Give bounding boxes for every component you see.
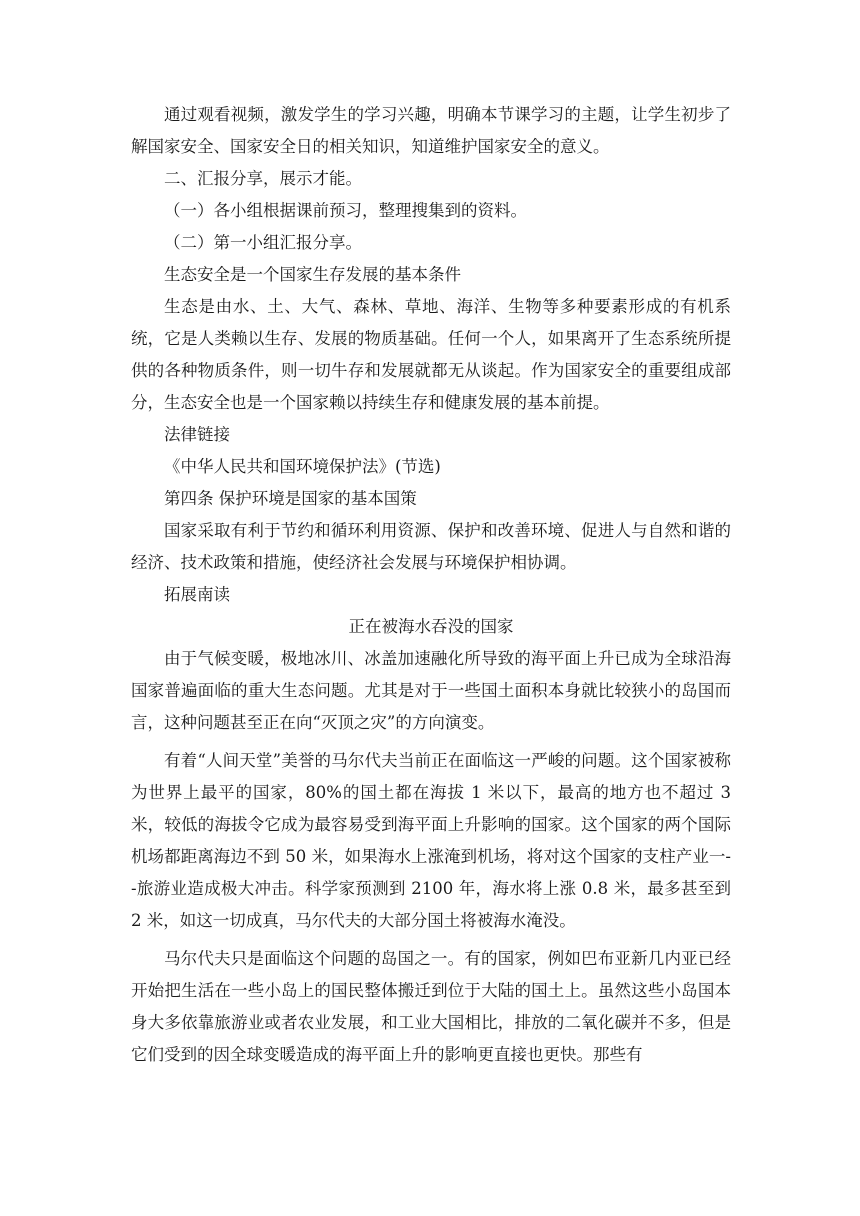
law-title: 《中华人民共和国环境保护法》(节选) (164, 457, 441, 476)
law-article-title: 第四条 保护环境是国家的基本国策 (164, 489, 417, 508)
law-article-body: 国家采取有利于节约和循环利用资源、保护和改善环境、促进人与自然和谐的经济、技术政策和措施，使经济社会发展与环境保护相协调。 (131, 521, 731, 572)
step-two-text: （二）第一小组汇报分享。 (164, 233, 362, 252)
section-heading-report: 二、汇报分享，展示才能。 (164, 169, 362, 188)
article-paragraph-1: 由于气候变暖，极地冰川、冰盖加速融化所导致的海平面上升已成为全球沿海国家普遍面临的重大生态问题。尤其是对于一些国土面积本身就比较狭小的岛国而言，这种问题甚至正在向“灭顶之灾”的方向演变。 (131, 649, 731, 732)
extended-reading-heading: 拓展南读 (164, 585, 230, 604)
ecology-heading: 生态安全是一个国家生存发展的基本条件 (164, 265, 461, 284)
law-link-heading: 法律链接 (164, 425, 230, 444)
article-title: 正在被海水吞没的国家 (348, 617, 514, 636)
document-body (131, 99, 731, 1071)
article-paragraph-3: 马尔代夫只是面临这个问题的岛国之一。有的国家，例如巴布亚新几内亚已经开始把生活在一些小岛上的国民整体搬迁到位于大陆的国土上。虽然这些小岛国本身大多依靠旅游业或者农业发展，和工业大国相比，排放的二氧化碳并不多，但是它们受到的因全球变暖造成的海平面上升的影响更直接也更快。那些有 (131, 949, 731, 1064)
step-one-text: （一）各小组根据课前预习，整理搜集到的资料。 (164, 201, 527, 220)
article-paragraph-2: 有着“人间天堂”美誉的马尔代夫当前正在面临这一严峻的问题。这个国家被称为世界上最平的国家，80%的国土都在海拔 1 米以下，最高的地方也不超过 3 米，较低的海拔令它成为最容易受到海平面上升影响的国家。这个国家的两个国际机场都距离海边不到 50 米，如果海水上涨淹到机场，将对这个国家的支柱产业一--旅游业造成极大冲击。科学家预测到 2100 年，海水将上涨 0.8 米，最多甚至到 2 米，如这一切成真，马尔代夫的大部分国土将被海水淹没。 (131, 751, 731, 930)
intro-paragraph: 通过观看视频，激发学生的学习兴趣，明确本节课学习的主题，让学生初步了解国家安全、国家安全日的相关知识，知道维护国家安全的意义。 (131, 105, 731, 156)
ecology-paragraph: 生态是由水、土、大气、森林、草地、海洋、生物等多种要素形成的有机系统，它是人类赖以生存、发展的物质基础。任何一个人，如果离开了生态系统所提供的各种物质条件，则一切牛存和发展就都无从谈起。作为国家安全的重要组成部分，生态安全也是一个国家赖以持续生存和健康发展的基本前提。 (131, 297, 731, 412)
